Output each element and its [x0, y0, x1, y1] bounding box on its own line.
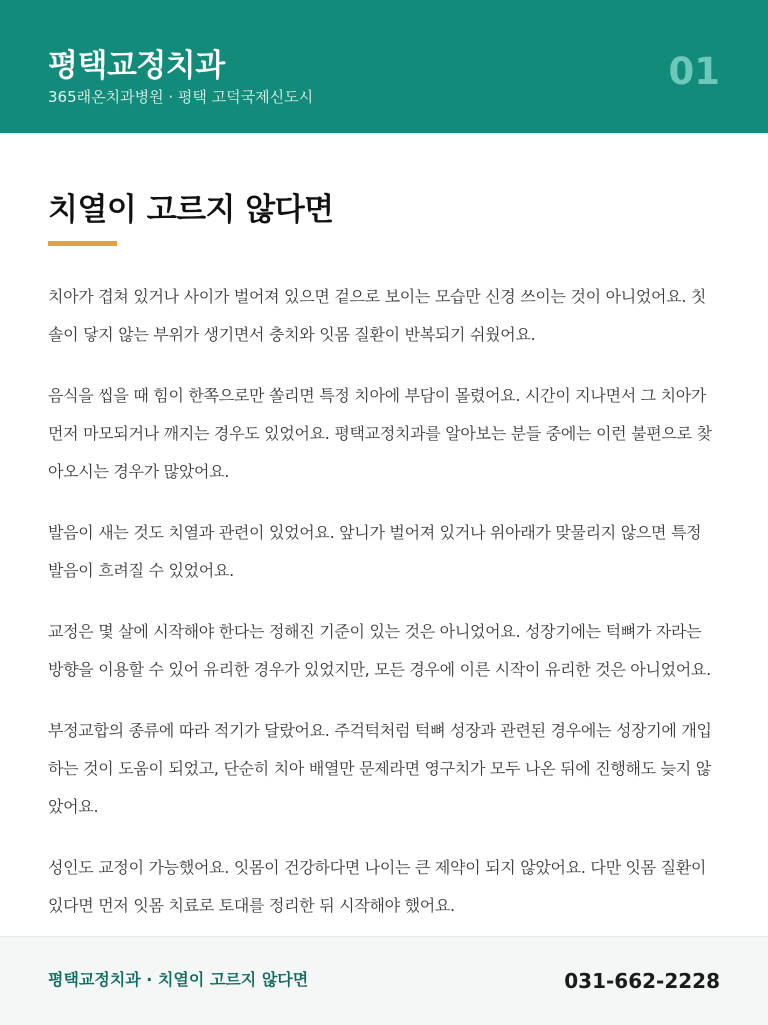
- article-paragraph: 부정교합의 종류에 따라 적기가 달랐어요. 주걱턱처럼 턱뼈 성장과 관련된 경우에는 성장기에 개입하는 것이 도움이 되었고, 단순히 치아 배열만 문제라면 영구치가 모두 나온 뒤에 진행해도 늦지 않았어요.: [48, 721, 712, 816]
- page-number: 01: [668, 50, 720, 93]
- phone-number[interactable]: 031-662-2228: [564, 969, 720, 993]
- article-paragraph: 발음이 새는 것도 치열과 관련이 있었어요. 앞니가 벌어져 있거나 위아래가 맞물리지 않으면 특정 발음이 흐려질 수 있었어요.: [48, 523, 702, 580]
- article-paragraph: 음식을 씹을 때 힘이 한쪽으로만 쏠리면 특정 치아에 부담이 몰렸어요. 시간이 지나면서 그 치아가 먼저 마모되거나 깨지는 경우도 있었어요. 평택교정치과를 알아보는 분들 중에는 이런 불편으로 찾아오시는 경우가 많았어요.: [48, 386, 712, 481]
- article-body: [48, 278, 720, 948]
- article-paragraph: 치아가 겹쳐 있거나 사이가 벌어져 있으면 겉으로 보이는 모습만 신경 쓰이는 것이 아니었어요. 칫솔이 닿지 않는 부위가 생기면서 충치와 잇몸 질환이 반복되기 쉬웠어요.: [48, 287, 707, 344]
- clinic-subtitle: 365래온치과병원 · 평택 고덕국제신도시: [48, 88, 314, 106]
- article-title: 치열이 고르지 않다면: [48, 192, 334, 228]
- footer-label: 평택교정치과 · 치열이 고르지 않다면: [48, 970, 309, 989]
- title-accent-bar: [48, 241, 117, 246]
- footer-bar: [0, 936, 768, 1025]
- article-paragraph: 성인도 교정이 가능했어요. 잇몸이 건강하다면 나이는 큰 제약이 되지 않았어요. 다만 잇몸 질환이 있다면 먼저 잇몸 치료로 토대를 정리한 뒤 시작해야 했어요.: [48, 858, 707, 915]
- clinic-title: 평택교정치과: [48, 48, 225, 84]
- article-paragraph: 교정은 몇 살에 시작해야 한다는 정해진 기준이 있는 것은 아니었어요. 성장기에는 턱뼈가 자라는 방향을 이용할 수 있어 유리한 경우가 있었지만, 모든 경우에 이른 시작이 유리한 것은 아니었어요.: [48, 622, 711, 679]
- header-banner: [0, 0, 768, 133]
